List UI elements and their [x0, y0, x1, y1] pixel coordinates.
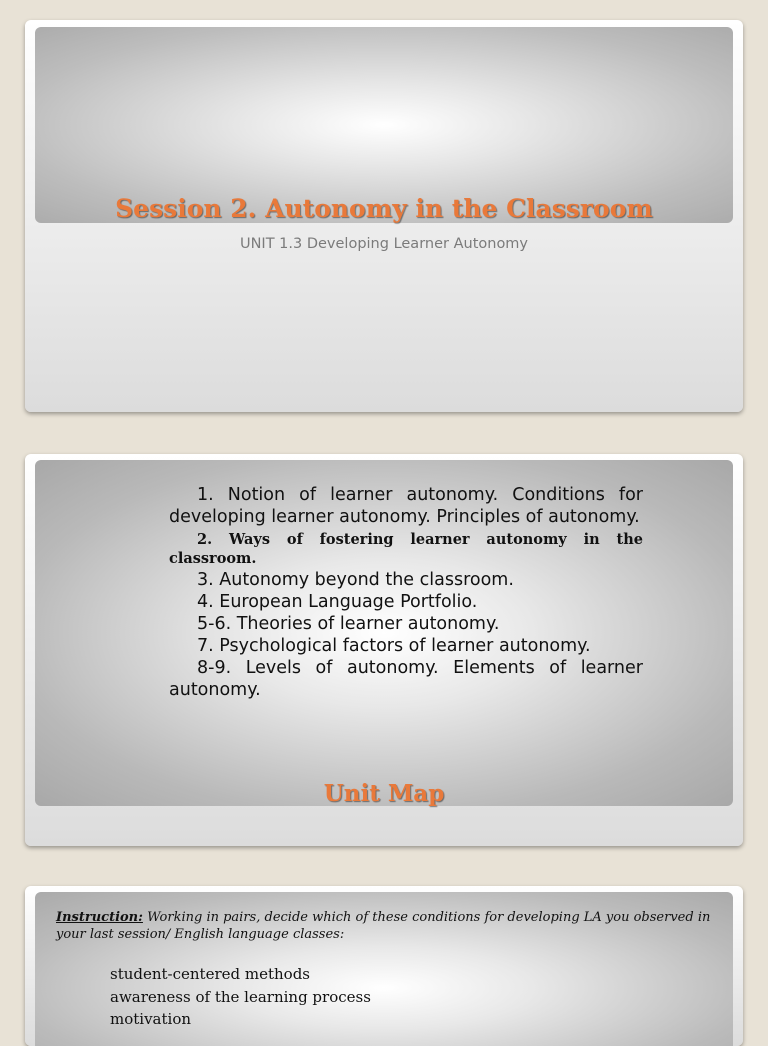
slide-instruction — [25, 886, 743, 1046]
unit-subtitle: UNIT 1.3 Developing Learner Autonomy — [239, 236, 529, 252]
instruction-panel — [35, 892, 733, 1046]
unit-map-panel — [35, 460, 733, 806]
instruction-label: Instruction: — [56, 910, 143, 925]
unit-map-title: Unit Map — [323, 780, 445, 807]
condition-item: motivation — [110, 1010, 192, 1028]
slide-unit-map — [25, 454, 743, 846]
instruction-body: Working in pairs, decide which of these conditions for developing LA you observed in your last session/ English language classes: — [56, 910, 711, 942]
condition-item: student-centered methods — [110, 965, 311, 983]
unit-map-item: 3. Autonomy beyond the classroom. — [197, 570, 514, 590]
slide-title — [25, 20, 743, 412]
unit-map-item: 5-6. Theories of learner autonomy. — [197, 614, 500, 634]
unit-map-item: 1. Notion of learner autonomy. Conditions for developing learner autonomy. Principles of autonomy. — [169, 485, 643, 527]
unit-map-item: 4. European Language Portfolio. — [197, 592, 478, 612]
unit-map-item: 8-9. Levels of autonomy. Elements of learner autonomy. — [169, 658, 643, 700]
conditions-list — [110, 963, 371, 1031]
unit-map-item: 2. Ways of fostering learner autonomy in the classroom. — [169, 531, 643, 567]
instruction-text — [56, 909, 732, 943]
session-title: Session 2. Autonomy in the Classroom — [115, 194, 653, 223]
unit-map-list — [169, 484, 643, 701]
condition-item: awareness of the learning process — [110, 987, 371, 1006]
unit-map-item: 7. Psychological factors of learner autonomy. — [197, 636, 591, 656]
